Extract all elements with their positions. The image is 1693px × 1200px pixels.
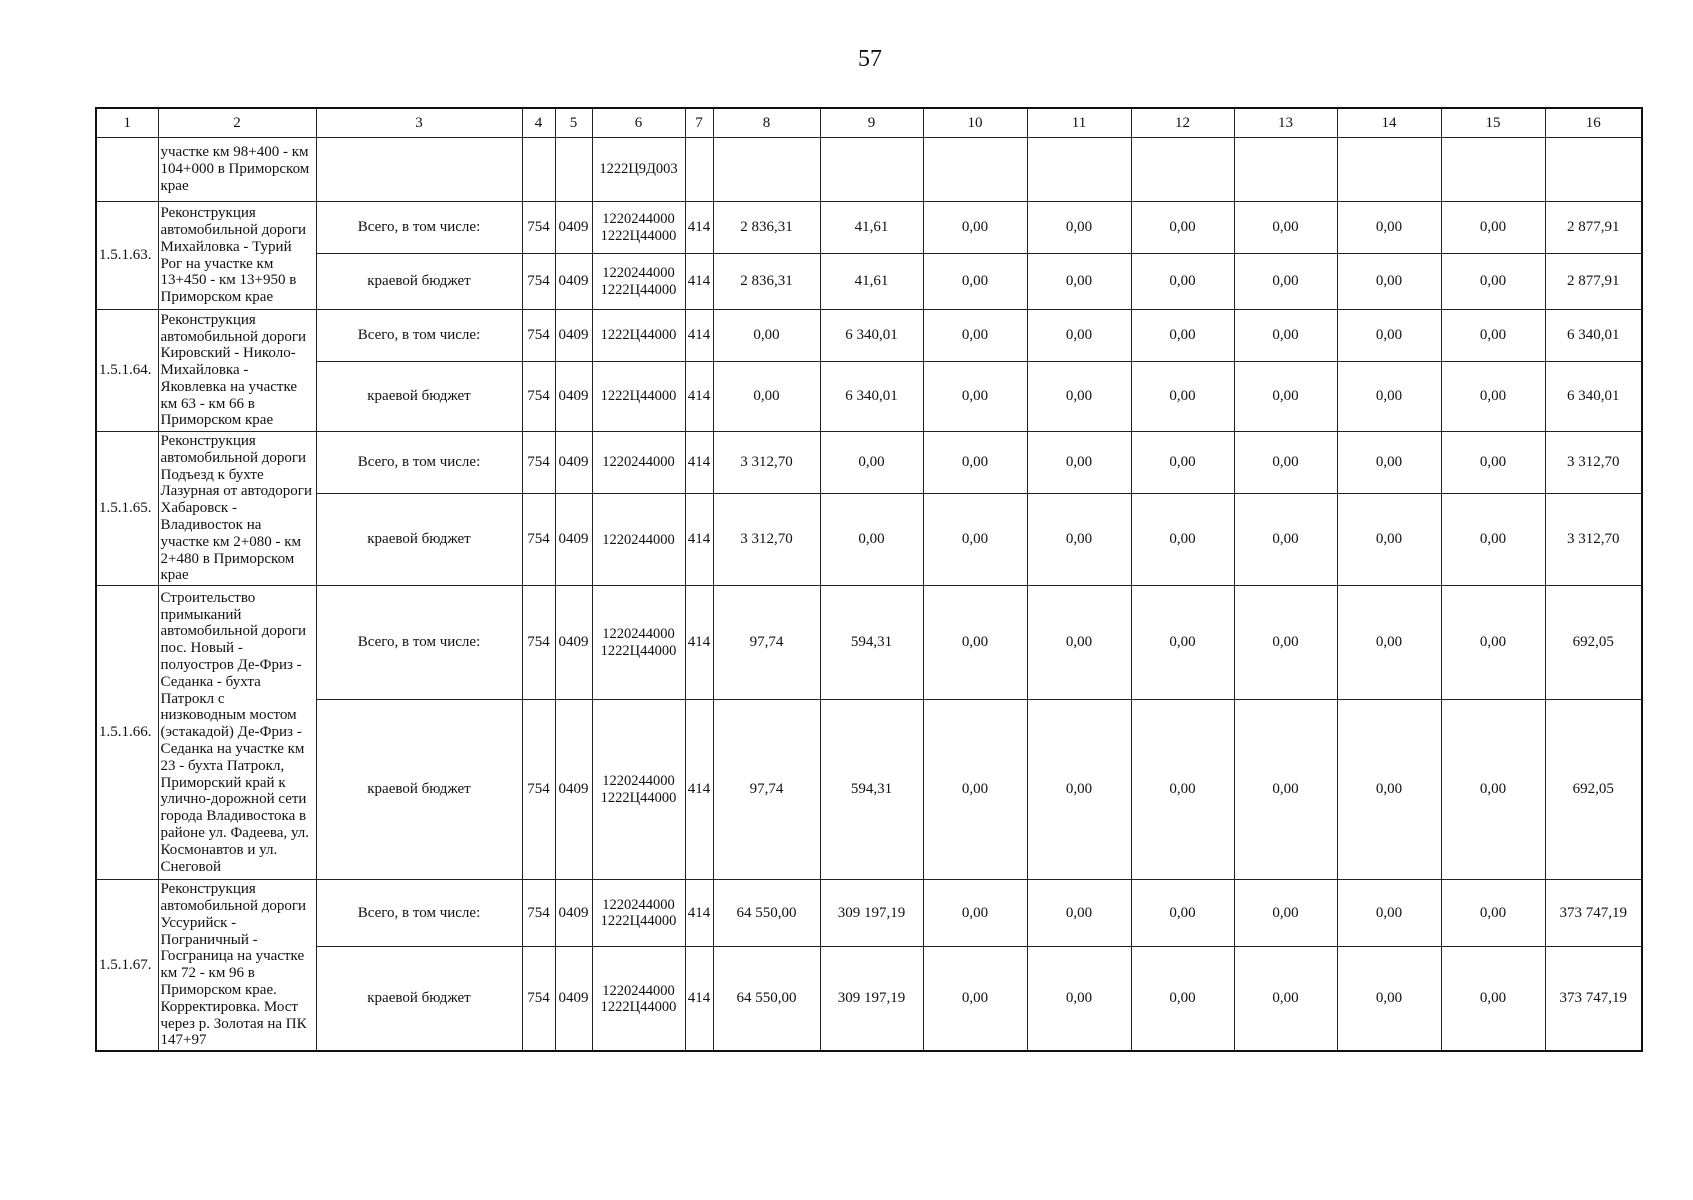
amount-cell: 0,00	[1234, 880, 1337, 947]
amount-cell: 0,00	[1337, 700, 1441, 880]
header-cell: 5	[555, 108, 592, 138]
amount-cell: 6 340,01	[1545, 310, 1642, 362]
funding-source: краевой бюджет	[316, 254, 522, 310]
item-name: Строительство примыканий автомобильной дороги пос. Новый - полуостров Де-Фриз - Седанка - бухта Патрокл с низководным мостом (эстакадой) Де-Фриз - Седанка на участке км 23 - бухта Патрокл, Приморский край к улично-дорожной сети города Владивостока в районе ул. Фадеева, ул. Космонавтов и ул. Снеговой	[158, 586, 316, 880]
expense-code: 414	[685, 586, 713, 700]
item-name: Реконструкция автомобильной дороги Уссурийск - Пограничный - Госграница на участке км 72 - км 96 в Приморском крае. Корректировка. Мост через р. Золотая на ПК 147+97	[158, 880, 316, 1051]
funding-source: краевой бюджет	[316, 947, 522, 1051]
amount-cell: 64 550,00	[713, 947, 820, 1051]
header-cell: 11	[1027, 108, 1131, 138]
amount-cell: 2 877,91	[1545, 254, 1642, 310]
funding-source: Всего, в том числе:	[316, 310, 522, 362]
target-codes	[592, 586, 685, 700]
header-cell: 15	[1441, 108, 1545, 138]
section-code: 0409	[555, 202, 592, 254]
amount-cell: 3 312,70	[1545, 432, 1642, 494]
amount-cell: 0,00	[1441, 700, 1545, 880]
amount-cell: 41,61	[820, 254, 923, 310]
amount-cell: 0,00	[923, 202, 1027, 254]
funding-source: краевой бюджет	[316, 494, 522, 586]
header-row	[96, 108, 1642, 138]
target-codes	[592, 432, 685, 494]
amount-cell: 0,00	[1027, 310, 1131, 362]
amount-cell: 692,05	[1545, 586, 1642, 700]
continuation-name: участке км 98+400 - км 104+000 в Приморском крае	[158, 138, 316, 202]
header-cell: 12	[1131, 108, 1234, 138]
table-row	[96, 947, 1642, 1051]
amount-cell: 0,00	[1234, 202, 1337, 254]
amount-cell: 0,00	[1441, 310, 1545, 362]
amount-cell: 0,00	[1441, 432, 1545, 494]
department-code: 754	[522, 202, 555, 254]
amount-cell: 0,00	[1441, 880, 1545, 947]
table-row	[96, 432, 1642, 494]
item-name: Реконструкция автомобильной дороги Подъезд к бухте Лазурная от автодороги Хабаровск - Владивосток на участке км 2+080 - км 2+480 в Приморском крае	[158, 432, 316, 586]
header-cell: 7	[685, 108, 713, 138]
amount-cell: 0,00	[1131, 586, 1234, 700]
department-code: 754	[522, 947, 555, 1051]
target-code: 1222Ц44000	[600, 789, 677, 806]
header-cell: 16	[1545, 108, 1642, 138]
amount-cell: 6 340,01	[820, 362, 923, 432]
expense-code: 414	[685, 947, 713, 1051]
expense-code: 414	[685, 202, 713, 254]
department-code: 754	[522, 254, 555, 310]
amount-cell: 0,00	[713, 362, 820, 432]
amount-cell: 0,00	[1234, 254, 1337, 310]
amount-cell: 0,00	[1131, 310, 1234, 362]
section-code: 0409	[555, 700, 592, 880]
amount-cell: 0,00	[1131, 432, 1234, 494]
amount-cell: 6 340,01	[1545, 362, 1642, 432]
amount-cell: 0,00	[923, 254, 1027, 310]
amount-cell: 0,00	[1441, 202, 1545, 254]
amount-cell: 0,00	[1234, 586, 1337, 700]
amount-cell: 0,00	[1337, 254, 1441, 310]
table-row	[96, 202, 1642, 254]
table-row	[96, 310, 1642, 362]
amount-cell: 3 312,70	[1545, 494, 1642, 586]
amount-cell: 0,00	[1337, 586, 1441, 700]
amount-cell: 0,00	[1131, 362, 1234, 432]
amount-cell: 0,00	[923, 880, 1027, 947]
header-cell: 14	[1337, 108, 1441, 138]
amount-cell: 0,00	[923, 362, 1027, 432]
continuation-number	[96, 138, 158, 202]
amount-cell: 594,31	[820, 586, 923, 700]
amount-cell: 97,74	[713, 586, 820, 700]
amount-cell: 0,00	[1234, 362, 1337, 432]
table-body	[96, 138, 1642, 1052]
header-cell: 9	[820, 108, 923, 138]
target-code: 1220244000	[602, 897, 675, 914]
funding-source: Всего, в том числе:	[316, 880, 522, 947]
amount-cell: 0,00	[1027, 880, 1131, 947]
amount-cell: 0,00	[1234, 432, 1337, 494]
table-row	[96, 362, 1642, 432]
target-code: 1222Ц44000	[600, 388, 677, 405]
amount-cell: 0,00	[820, 494, 923, 586]
amount-cell: 0,00	[1131, 202, 1234, 254]
department-code: 754	[522, 700, 555, 880]
department-code: 754	[522, 432, 555, 494]
expense-code: 414	[685, 310, 713, 362]
amount-cell: 0,00	[1131, 947, 1234, 1051]
amount-cell: 373 747,19	[1545, 880, 1642, 947]
section-code: 0409	[555, 586, 592, 700]
amount-cell: 0,00	[923, 700, 1027, 880]
page-number: 57	[858, 46, 882, 72]
target-code: 1220244000	[602, 531, 675, 548]
amount-cell: 97,74	[713, 700, 820, 880]
expense-code: 414	[685, 254, 713, 310]
amount-cell: 309 197,19	[820, 880, 923, 947]
target-code: 1222Ц44000	[600, 913, 677, 930]
target-code: 1220244000	[602, 626, 675, 643]
amount-cell: 0,00	[820, 432, 923, 494]
item-number: 1.5.1.66.	[96, 586, 158, 880]
section-code: 0409	[555, 310, 592, 362]
amount-cell: 6 340,01	[820, 310, 923, 362]
table-header	[96, 108, 1642, 138]
target-codes	[592, 947, 685, 1051]
amount-cell: 0,00	[923, 310, 1027, 362]
header-cell: 8	[713, 108, 820, 138]
item-number: 1.5.1.64.	[96, 310, 158, 432]
expense-code: 414	[685, 362, 713, 432]
header-cell: 4	[522, 108, 555, 138]
amount-cell: 3 312,70	[713, 432, 820, 494]
target-code: 1220244000	[602, 982, 675, 999]
amount-cell: 0,00	[923, 494, 1027, 586]
amount-cell: 373 747,19	[1545, 947, 1642, 1051]
target-codes	[592, 362, 685, 432]
funding-source: Всего, в том числе:	[316, 586, 522, 700]
amount-cell: 0,00	[1027, 947, 1131, 1051]
amount-cell: 0,00	[1441, 494, 1545, 586]
table-row	[96, 254, 1642, 310]
header-cell: 3	[316, 108, 522, 138]
amount-cell: 0,00	[1131, 880, 1234, 947]
target-code: 1222Ц44000	[600, 281, 677, 298]
amount-cell: 0,00	[1337, 362, 1441, 432]
header-cell: 10	[923, 108, 1027, 138]
target-codes	[592, 700, 685, 880]
header-cell: 1	[96, 108, 158, 138]
target-codes	[592, 494, 685, 586]
funding-source: краевой бюджет	[316, 362, 522, 432]
section-code: 0409	[555, 432, 592, 494]
expense-code: 414	[685, 880, 713, 947]
table-row	[96, 880, 1642, 947]
section-code: 0409	[555, 254, 592, 310]
section-code: 0409	[555, 494, 592, 586]
amount-cell: 0,00	[1234, 310, 1337, 362]
amount-cell: 2 836,31	[713, 254, 820, 310]
target-codes	[592, 254, 685, 310]
target-codes	[592, 880, 685, 947]
amount-cell: 0,00	[923, 586, 1027, 700]
amount-cell: 0,00	[1441, 254, 1545, 310]
amount-cell: 0,00	[1337, 432, 1441, 494]
amount-cell: 0,00	[1337, 947, 1441, 1051]
target-code: 1222Ц44000	[600, 327, 677, 344]
amount-cell: 0,00	[923, 432, 1027, 494]
department-code: 754	[522, 310, 555, 362]
amount-cell: 0,00	[1131, 254, 1234, 310]
target-codes	[592, 202, 685, 254]
continuation-row	[96, 138, 1642, 202]
amount-cell: 0,00	[1441, 586, 1545, 700]
header-cell: 2	[158, 108, 316, 138]
amount-cell: 0,00	[1027, 494, 1131, 586]
amount-cell: 0,00	[1131, 494, 1234, 586]
amount-cell: 2 877,91	[1545, 202, 1642, 254]
item-number: 1.5.1.63.	[96, 202, 158, 310]
item-name: Реконструкция автомобильной дороги Кировский - Николо-Михайловка - Яковлевка на участке км 63 - км 66 в Приморском крае	[158, 310, 316, 432]
department-code: 754	[522, 586, 555, 700]
amount-cell: 0,00	[1234, 494, 1337, 586]
budget-table	[95, 107, 1643, 1052]
amount-cell: 0,00	[1027, 586, 1131, 700]
amount-cell: 0,00	[1337, 880, 1441, 947]
target-code: 1222Ц44000	[600, 642, 677, 659]
amount-cell: 0,00	[1337, 202, 1441, 254]
amount-cell: 692,05	[1545, 700, 1642, 880]
section-code: 0409	[555, 880, 592, 947]
amount-cell: 0,00	[1337, 310, 1441, 362]
expense-code: 414	[685, 494, 713, 586]
amount-cell: 0,00	[1027, 432, 1131, 494]
department-code: 754	[522, 880, 555, 947]
item-number: 1.5.1.67.	[96, 880, 158, 1051]
target-code: 1220244000	[602, 265, 675, 282]
header-cell: 13	[1234, 108, 1337, 138]
header-cell: 6	[592, 108, 685, 138]
amount-cell: 594,31	[820, 700, 923, 880]
target-codes	[592, 310, 685, 362]
table-row	[96, 494, 1642, 586]
amount-cell: 309 197,19	[820, 947, 923, 1051]
amount-cell: 0,00	[1441, 947, 1545, 1051]
amount-cell: 0,00	[1234, 947, 1337, 1051]
funding-source: Всего, в том числе:	[316, 202, 522, 254]
amount-cell: 0,00	[1234, 700, 1337, 880]
funding-source: Всего, в том числе:	[316, 432, 522, 494]
expense-code: 414	[685, 432, 713, 494]
amount-cell: 0,00	[713, 310, 820, 362]
target-code: 1222Ц44000	[600, 227, 677, 244]
section-code: 0409	[555, 947, 592, 1051]
expense-code: 414	[685, 700, 713, 880]
target-code: 1220244000	[602, 773, 675, 790]
continuation-code: 1222Ц9Д003	[592, 138, 685, 202]
table-row	[96, 586, 1642, 700]
section-code: 0409	[555, 362, 592, 432]
amount-cell: 0,00	[923, 947, 1027, 1051]
amount-cell: 0,00	[1337, 494, 1441, 586]
amount-cell: 2 836,31	[713, 202, 820, 254]
item-number: 1.5.1.65.	[96, 432, 158, 586]
amount-cell: 0,00	[1027, 700, 1131, 880]
amount-cell: 0,00	[1027, 254, 1131, 310]
amount-cell: 0,00	[1027, 202, 1131, 254]
amount-cell: 41,61	[820, 202, 923, 254]
target-code: 1222Ц44000	[600, 998, 677, 1015]
item-name: Реконструкция автомобильной дороги Михайловка - Турий Рог на участке км 13+450 - км 13+950 в Приморском крае	[158, 202, 316, 310]
table-row	[96, 700, 1642, 880]
funding-source: краевой бюджет	[316, 700, 522, 880]
department-code: 754	[522, 494, 555, 586]
amount-cell: 0,00	[1131, 700, 1234, 880]
amount-cell: 3 312,70	[713, 494, 820, 586]
target-code: 1220244000	[602, 454, 675, 471]
target-code: 1220244000	[602, 211, 675, 228]
department-code: 754	[522, 362, 555, 432]
amount-cell: 64 550,00	[713, 880, 820, 947]
amount-cell: 0,00	[1027, 362, 1131, 432]
amount-cell: 0,00	[1441, 362, 1545, 432]
